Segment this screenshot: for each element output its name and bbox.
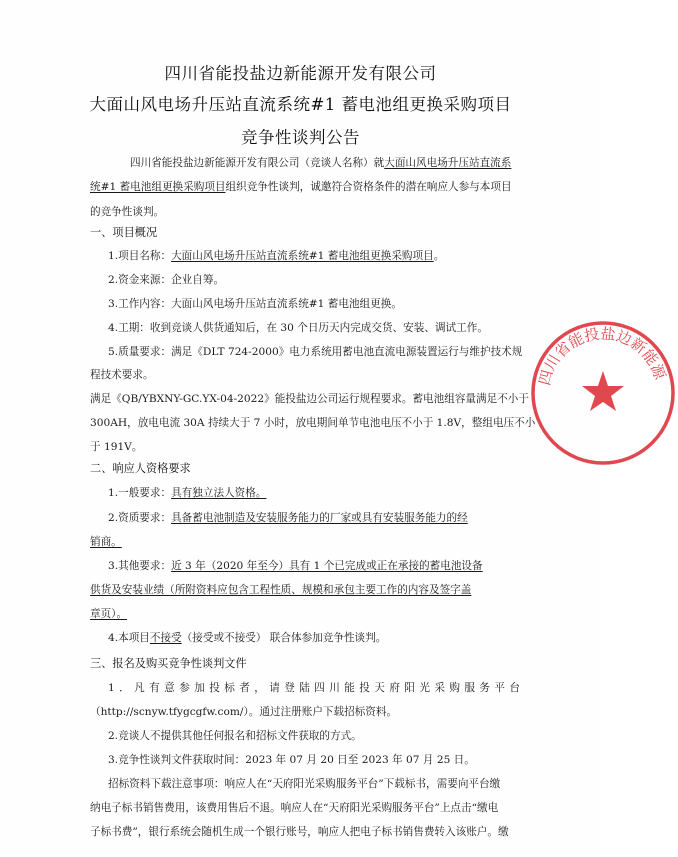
intro-line-1 bbox=[130, 156, 514, 170]
s2-item-3-line-3 bbox=[90, 607, 520, 621]
s1-item-5-line-2: 程技术要求。 bbox=[90, 369, 154, 381]
s2-item-3-line-2 bbox=[90, 583, 520, 597]
s1-item-2: 2.资金来源：企业自筹。 bbox=[108, 274, 225, 286]
s1-item-1 bbox=[108, 249, 538, 263]
section-3-heading: 三、报名及购买竞争性谈判文件 bbox=[90, 657, 247, 670]
s1-item-4: 4.工期：收到竞谈人供货通知后，在 30 个日历天内完成交货、安装、调试工作。 bbox=[108, 322, 488, 334]
doc-type-title: 竞争性谈判公告 bbox=[241, 128, 360, 147]
s2-item-1 bbox=[108, 486, 538, 500]
s1-item-3: 3.工作内容：大面山风电场升压站直流系统#1 蓄电池组更换。 bbox=[108, 298, 402, 310]
s3-note-line-3: 子标书费”，银行系统会随机生成一个银行账号，响应人把电子标书销售费转入该账户。缴 bbox=[90, 826, 509, 838]
seal-star-icon bbox=[582, 371, 624, 411]
s1-item-1-value: 大面山风电场升压站直流系统#1 蓄电池组更换采购项目 bbox=[171, 250, 434, 262]
s3-note-line-1: 招标资料下载注意事项：响应人在“天府阳光采购服务平台”下载标书，需要向平台缴 bbox=[108, 778, 501, 790]
intro-project-link-a: 大面山风电场升压站直流系 bbox=[384, 157, 512, 169]
s2-item-4 bbox=[108, 631, 538, 645]
s3-item-1-line-2: （http://scnyw.tfygcgfw.com/）。通过注册账户下载招标资料。 bbox=[90, 706, 398, 718]
s2-item-3-value-b: 供货及安装业绩（所附资料应包含工程性质、规模和承包主要工作的内容及签字盖 bbox=[90, 584, 472, 596]
intro-project-link-b: 统#1 蓄电池组更换采购项目 bbox=[90, 181, 226, 193]
s1-item-1-end: 。 bbox=[433, 250, 445, 262]
s1-item-5-line-1: 5.质量要求：满足《DLT 724-2000》电力系统用蓄电池直流电源装置运行与维护技术规 bbox=[108, 346, 523, 358]
intro-line-2 bbox=[90, 180, 520, 194]
seal-text: 四川省能投盐边新能源 bbox=[535, 324, 670, 388]
company-title: 四川省能投盐边新能源开发有限公司 bbox=[164, 64, 437, 83]
s1-item-5-line-5: 于 191V。 bbox=[90, 441, 143, 453]
s3-item-1-line-1: 1．凡有意参加投标者，请登陆四川能投天府阳光采购服务平台 bbox=[108, 682, 520, 694]
s1-item-1-label: 1.项目名称： bbox=[108, 250, 172, 262]
s2-item-2-value-b: 销商。 bbox=[90, 536, 122, 548]
s2-item-2-line-2 bbox=[90, 535, 520, 549]
s2-item-4-label: 4.本项目 bbox=[108, 632, 150, 644]
s2-item-3-label: 3.其他要求： bbox=[108, 560, 172, 572]
s2-item-4-value: 不接受 bbox=[149, 632, 182, 644]
s2-item-4-rest: （接受或不接受） 联合体参加竞争性谈判。 bbox=[181, 632, 387, 644]
s3-item-3: 3.竞争性谈判文件获取时间：2023 年 07 月 20 日至 2023 年 07 月 25 日。 bbox=[108, 754, 475, 766]
section-2-heading: 二、响应人资格要求 bbox=[90, 462, 191, 475]
intro-prefix: 四川省能投盐边新能源开发有限公司（竞谈人名称）就 bbox=[130, 157, 385, 169]
section-1-heading: 一、项目概况 bbox=[90, 226, 158, 239]
intro-line-3: 的竞争性谈判。 bbox=[90, 206, 165, 218]
s1-item-5-line-3: 满足《QB/YBXNY-GC.YX-04-2022》能投盐边公司运行规程要求。蓄电池组容量满足不小于 bbox=[90, 393, 529, 405]
intro-suffix: 组织竞争性谈判，诚邀符合资格条件的潜在响应人参与本项目 bbox=[225, 181, 512, 193]
s2-item-2-value-a: 具备蓄电池制造及安装服务能力的厂家或具有安装服务能力的经 bbox=[171, 512, 468, 524]
s2-item-2-label: 2.资质要求： bbox=[108, 512, 172, 524]
s2-item-3-value-a: 近 3 年（2020 年至今）具有 1 个已完成或正在承接的蓄电池设备 bbox=[171, 560, 483, 572]
s2-item-3-line-1 bbox=[108, 559, 538, 573]
s3-item-2: 2.竞谈人不提供其他任何报名和招标文件获取的方式。 bbox=[108, 730, 362, 742]
s3-note-line-2: 纳电子标书销售费用，该费用售后不退。响应人在“天府阳光采购服务平台”上点击“缴电 bbox=[90, 802, 499, 814]
s2-item-1-label: 1.一般要求： bbox=[108, 487, 172, 499]
s2-item-3-value-c: 章页）。 bbox=[90, 608, 128, 620]
s1-item-5-line-4: 300AH，放电电流 30A 持续大于 7 小时，放电期间单节电池电压不小于 1.8V，整组电压不小 bbox=[90, 417, 536, 429]
project-title: 大面山风电场升压站直流系统#1 蓄电池组更换采购项目 bbox=[89, 95, 512, 114]
company-seal bbox=[528, 318, 678, 468]
s2-item-1-value: 具有独立法人资格。 bbox=[171, 487, 267, 499]
s2-item-2-line-1 bbox=[108, 511, 538, 525]
